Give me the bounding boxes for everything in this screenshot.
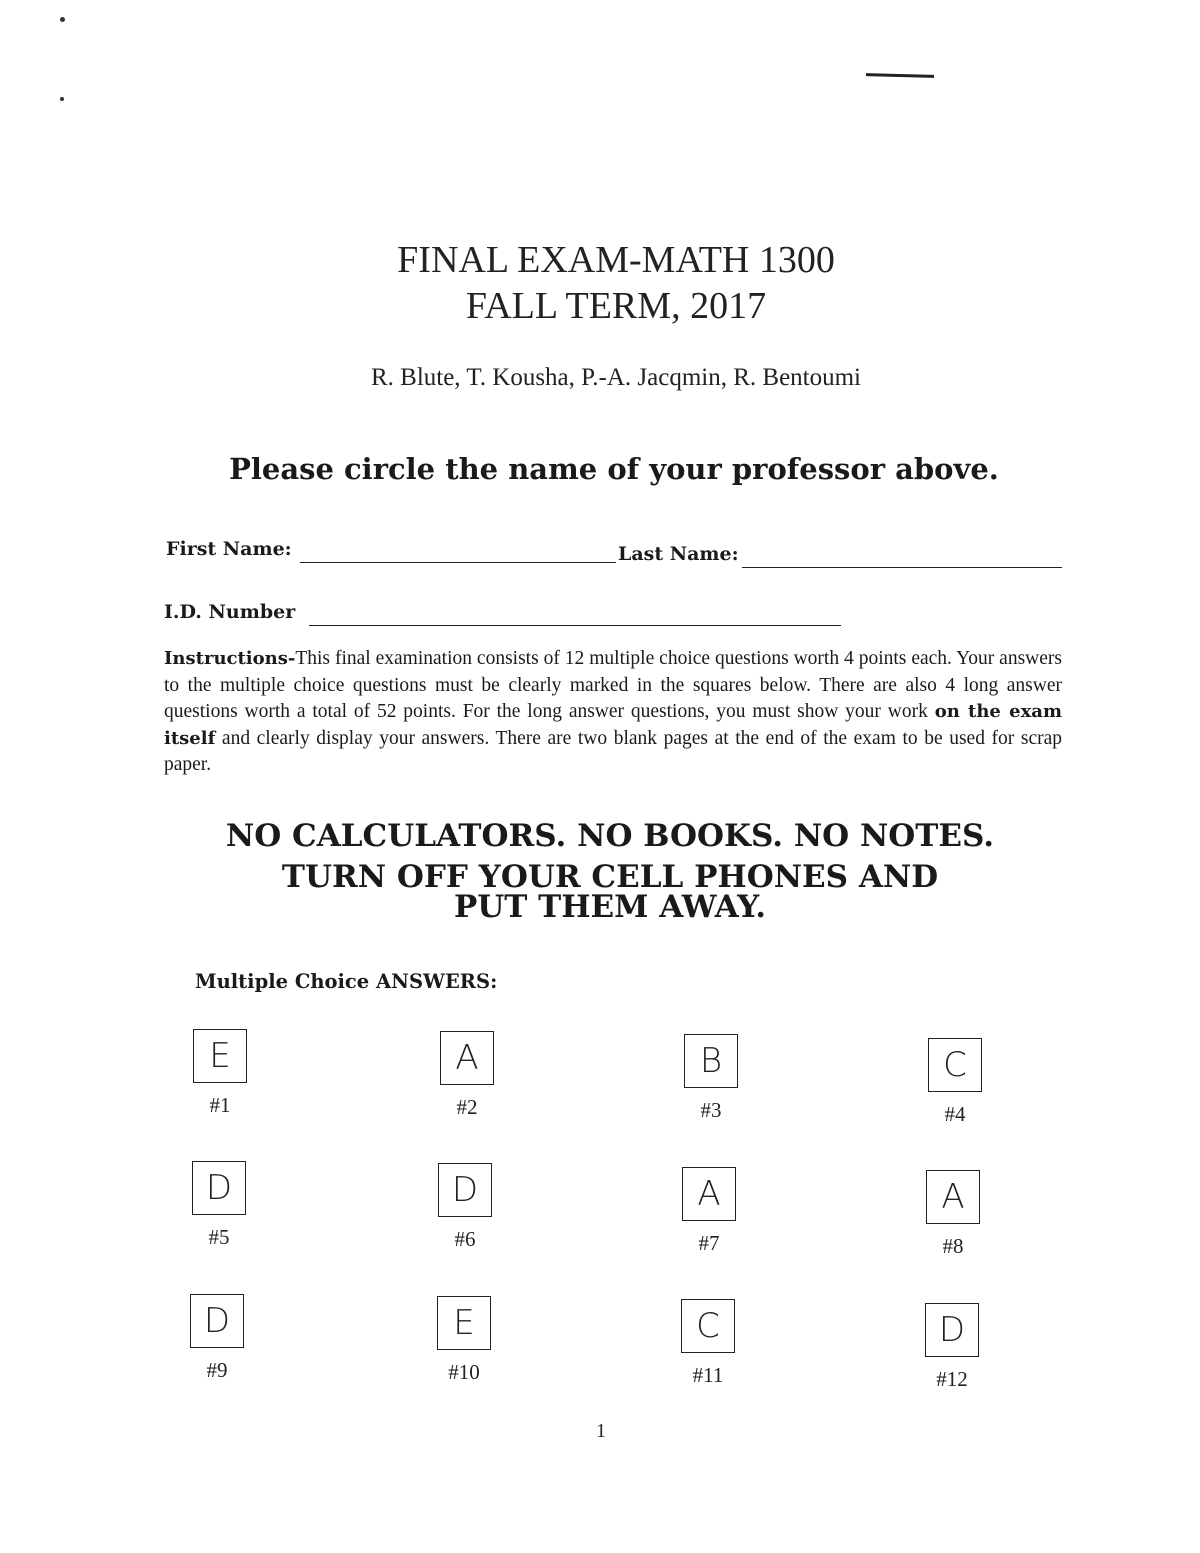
answer-cell — [438, 1163, 498, 1252]
answer-cell — [925, 1303, 985, 1392]
answer-box[interactable]: D — [192, 1161, 246, 1215]
answer-box[interactable]: E — [437, 1296, 491, 1350]
circle-professor-instruction: Please circle the name of your professor above. — [229, 452, 999, 486]
multiple-choice-heading: Multiple Choice ANSWERS: — [195, 970, 498, 993]
question-number: #7 — [698, 1231, 720, 1255]
cell-phone-warning — [0, 859, 1200, 925]
answer-box[interactable]: D — [190, 1294, 244, 1348]
answer-cell — [926, 1170, 986, 1259]
question-number: #4 — [944, 1102, 966, 1126]
answer-box[interactable]: A — [682, 1167, 736, 1221]
answer-box[interactable]: D — [925, 1303, 979, 1357]
instructions-text-1: This final examination consists of 12 multiple choice questions worth 4 points each. Your answers to the multiple choice questions must be clearly marked in the squares below. There are also 4 long answer questions worth a total of 52 points. For the long answer questions, you must show your work — [164, 648, 1062, 722]
page-number: 1 — [596, 1420, 606, 1442]
answer-cell — [681, 1299, 741, 1388]
scan-speck — [60, 17, 65, 22]
answer-box[interactable]: A — [926, 1170, 980, 1224]
answer-box[interactable]: E — [193, 1029, 247, 1083]
answer-cell — [928, 1038, 988, 1127]
answer-cell — [437, 1296, 497, 1385]
last-name-label: Last Name: — [618, 543, 739, 565]
answer-box[interactable]: C — [928, 1038, 982, 1092]
question-number: #9 — [206, 1358, 228, 1382]
answer-cell — [682, 1167, 742, 1256]
question-number: #12 — [936, 1367, 968, 1391]
cell-phone-warning-line2: PUT THEM AWAY. — [453, 889, 767, 925]
exam-title: FINAL EXAM-MATH 1300 — [397, 239, 835, 281]
answer-cell — [192, 1161, 252, 1250]
answer-box[interactable]: C — [681, 1299, 735, 1353]
question-number: #2 — [456, 1095, 478, 1119]
instructions-lead: Instructions- — [164, 648, 296, 669]
answer-cell — [193, 1029, 253, 1118]
question-number: #8 — [942, 1234, 964, 1258]
answer-box[interactable]: D — [438, 1163, 492, 1217]
scan-pen-mark — [866, 73, 934, 78]
cell-phone-warning-line1: TURN OFF YOUR CELL PHONES AND — [281, 859, 939, 895]
question-number: #1 — [209, 1093, 231, 1117]
question-number: #6 — [454, 1227, 476, 1251]
scan-speck — [60, 97, 64, 101]
instructions-paragraph — [164, 646, 1062, 779]
answer-box[interactable]: B — [684, 1034, 738, 1088]
answer-cell — [684, 1034, 744, 1123]
question-number: #3 — [700, 1098, 722, 1122]
exam-term: FALL TERM, 2017 — [465, 285, 767, 327]
question-number: #10 — [448, 1360, 480, 1384]
answer-cell — [190, 1294, 250, 1383]
no-aids-warning: NO CALCULATORS. NO BOOKS. NO NOTES. — [225, 818, 995, 854]
id-number-label: I.D. Number — [164, 601, 296, 623]
id-number-field[interactable] — [309, 625, 841, 626]
question-number: #5 — [208, 1225, 230, 1249]
last-name-field[interactable] — [742, 567, 1062, 568]
instructions-text-2: and clearly display your answers. There are two blank pages at the end of the exam to be used for scrap paper. — [164, 727, 1062, 775]
professor-names: R. Blute, T. Kousha, P.-A. Jacqmin, R. Bentoumi — [370, 364, 862, 391]
first-name-label: First Name: — [166, 538, 292, 560]
question-number: #11 — [692, 1363, 724, 1387]
first-name-field[interactable] — [300, 562, 616, 563]
answer-cell — [440, 1031, 500, 1120]
answer-box[interactable]: A — [440, 1031, 494, 1085]
instructions-emphasis: on the exam itself — [164, 701, 1063, 749]
